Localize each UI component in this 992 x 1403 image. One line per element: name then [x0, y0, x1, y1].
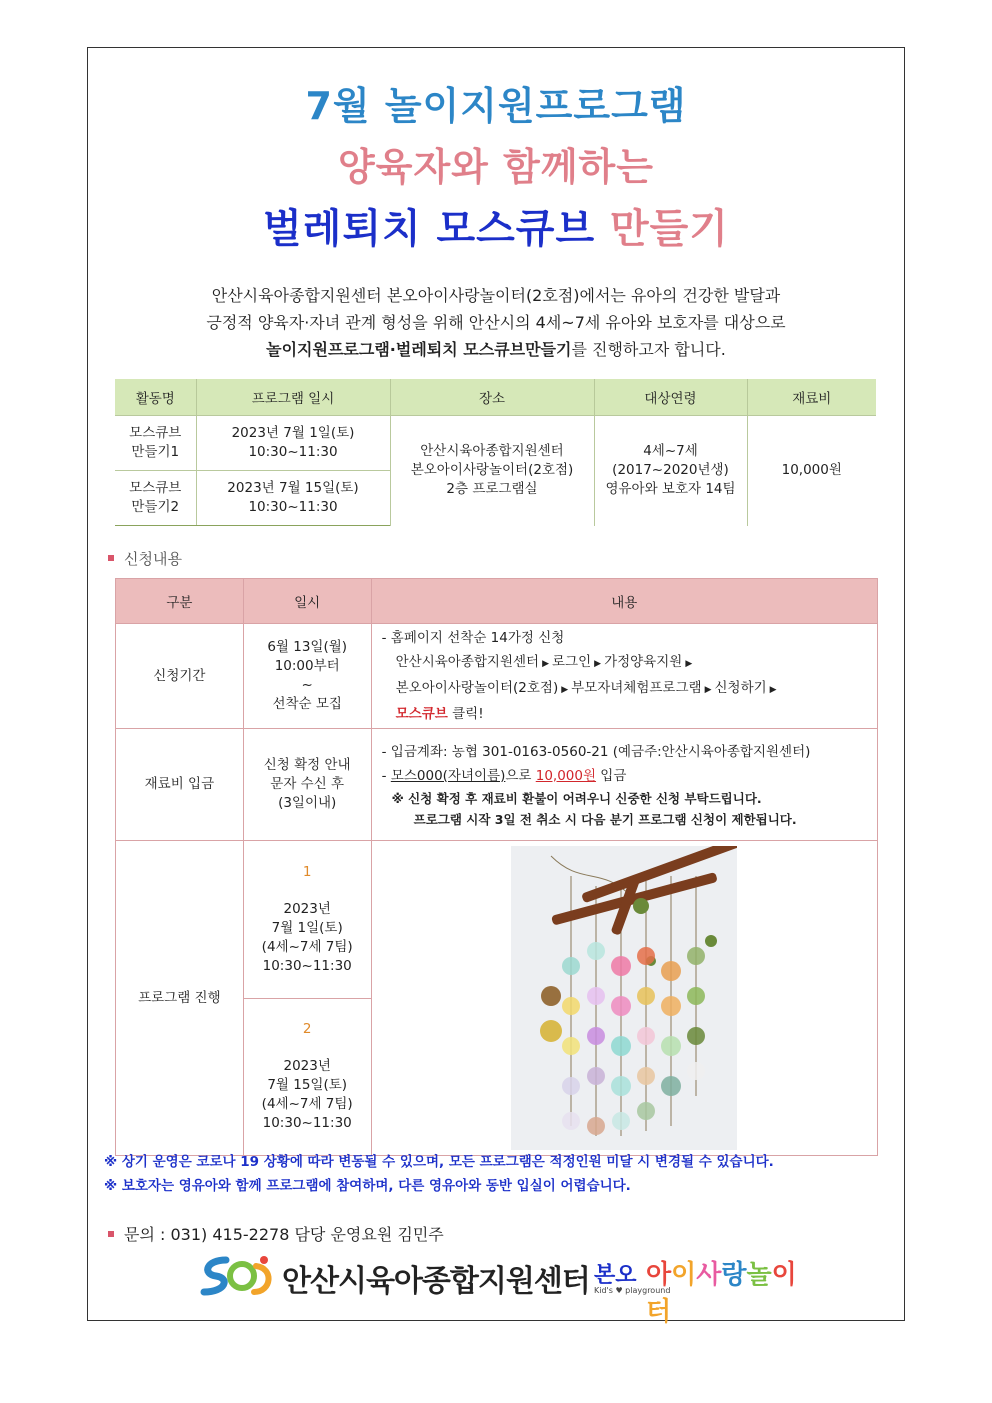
session-2-number: 2	[302, 1021, 312, 1038]
progress-label: 프로그램 진행	[116, 841, 244, 1156]
payment-when	[243, 729, 371, 841]
payment-mid: 으로	[505, 767, 536, 784]
session-1-name-a: 모스큐브	[129, 425, 182, 441]
age-line-1: 4세~7세	[643, 443, 698, 460]
session-1-year: 2023년	[283, 900, 331, 917]
period-when-2: 10:00부터	[274, 658, 340, 674]
info-header-age: 대상연령	[594, 379, 747, 416]
session-1-group: (4세~7세 7팀)	[261, 938, 353, 955]
info-header-row	[115, 379, 876, 416]
click-moss-cube: 모스큐브	[395, 706, 448, 722]
section-title	[108, 548, 182, 569]
section-title-text: 신청내용	[124, 550, 182, 568]
payment-note-1: ※ 신청 확정 후 재료비 환불이 어려우니 신중한 신청 부탁드립니다.	[391, 790, 762, 806]
payment-note-2: 프로그램 시작 3일 전 취소 시 다음 분기 프로그램 신청이 제한됩니다.	[413, 811, 797, 827]
center-name: 안산시육아종합지원센터	[282, 1264, 590, 1299]
triangle-right-icon: ▶	[685, 659, 693, 669]
click-text: 클릭!	[452, 706, 484, 722]
session-1-datetime	[196, 416, 390, 471]
path-program: 부모자녀체험프로그램	[571, 680, 702, 696]
payment-amount: 10,000원	[535, 767, 597, 784]
contact-text: 문의 : 031) 415-2278 담당 운영요원 김민주	[124, 1225, 444, 1244]
triangle-right-icon: ▶	[542, 659, 550, 669]
place-cell	[390, 416, 594, 526]
application-table	[115, 578, 878, 1156]
progress-session-2	[243, 998, 371, 1156]
intro-line-3-rest: 를 진행하고자 합니다.	[571, 340, 726, 359]
period-when-3: ~	[301, 677, 313, 693]
program-info-table	[115, 379, 876, 526]
intro-line-2: 긍정적 양육자·자녀 관계 형성을 위해 안산시의 4세~7세 유아와 보호자를 대상으로	[206, 313, 786, 332]
intro-program-name: 놀이지원프로그램·벌레퇴치 모스큐브만들기	[266, 340, 572, 359]
center-logo-icon	[196, 1252, 276, 1298]
session-1-name-b: 만들기1	[131, 444, 180, 460]
triangle-right-icon: ▶	[769, 685, 777, 695]
payment-account: - 입금계좌: 농협 301-0163-0560-21 (예금주:안산시육아종합지원센터)	[381, 743, 811, 760]
path-home-support: 가정양육지원	[604, 654, 683, 670]
apply-header-row	[116, 579, 878, 624]
footnote-2: ※ 보호자는 영유아와 함께 프로그램에 참여하며, 다른 영유아와 동반 입실이 어렵습니다.	[104, 1178, 631, 1194]
payment-depositor-format: 모스000(자녀이름)	[390, 767, 506, 784]
apply-header-when: 일시	[243, 579, 371, 624]
title-line-3-main: 벌레퇴치 모스큐브	[263, 206, 596, 252]
session-2-date: 2023년 7월 15일(토)	[227, 480, 359, 496]
title-line-3	[0, 197, 992, 254]
period-label: 신청기간	[116, 624, 244, 729]
payment-when-3: (3일이내)	[278, 795, 337, 811]
session-1-number: 1	[302, 863, 312, 880]
path-login: 로그인	[552, 654, 592, 670]
session-1-day: 7월 1일(토)	[271, 919, 343, 936]
playground-sub: Kid's ♥ playground	[594, 1286, 671, 1295]
path-apply: 신청하기	[714, 680, 767, 696]
session-2-hours: 10:30~11:30	[262, 1115, 352, 1132]
payment-label: 재료비 입금	[116, 729, 244, 841]
session-2-datetime	[196, 471, 390, 526]
place-line-1: 안산시육아종합지원센터	[420, 443, 564, 460]
info-header-date: 프로그램 일시	[196, 379, 390, 416]
payment-when-2: 문자 수신 후	[270, 776, 345, 792]
info-header-name: 활동명	[115, 379, 196, 416]
session-1-name	[115, 416, 196, 471]
table-row	[116, 729, 878, 841]
title-line-2: 양육자와 함께하는	[338, 145, 654, 189]
session-1-hours: 10:30~11:30	[262, 957, 352, 974]
age-cell	[594, 416, 747, 526]
session-1-date: 2023년 7월 1일(토)	[231, 425, 355, 441]
triangle-right-icon: ▶	[704, 685, 712, 695]
period-content	[371, 624, 877, 729]
session-2-year: 2023년	[283, 1058, 331, 1075]
intro-text	[100, 282, 892, 363]
period-click	[382, 702, 867, 726]
info-header-fee: 재료비	[747, 379, 876, 416]
table-row	[115, 416, 876, 471]
square-bullet-icon	[108, 555, 114, 561]
payment-end: 입금	[596, 767, 627, 784]
moss-cube-illustration	[511, 846, 737, 1150]
playground-name: 아이사랑놀이터	[646, 1260, 797, 1327]
table-row	[116, 841, 878, 999]
session-2-group: (4세~7세 7팀)	[261, 1096, 353, 1113]
session-2-name-a: 모스큐브	[129, 480, 182, 496]
payment-dash: -	[381, 767, 391, 784]
footnote-1: ※ 상기 운영은 코로나 19 상황에 따라 변동될 수 있으며, 모든 프로그램은 적정인원 미달 시 변경될 수 있습니다.	[104, 1154, 774, 1170]
payment-when-1: 신청 확정 안내	[263, 757, 351, 773]
age-line-3: 영유아와 보호자 14팀	[605, 481, 736, 498]
period-when	[243, 624, 371, 729]
path-center: 안산시육아종합지원센터	[395, 654, 540, 670]
intro-line-1: 안산시육아종합지원센터 본오아이사랑놀이터(2호점)에서는 유아의 건강한 발달과	[211, 286, 781, 305]
footer-logo	[196, 1252, 816, 1327]
table-row	[116, 624, 878, 729]
photo-cell	[371, 841, 877, 1156]
square-bullet-icon	[108, 1231, 114, 1237]
session-2-name	[115, 471, 196, 526]
session-2-time: 10:30~11:30	[248, 499, 338, 515]
age-line-2: (2017~2020년생)	[612, 462, 729, 479]
period-path-1	[382, 650, 867, 676]
triangle-right-icon: ▶	[594, 659, 602, 669]
period-when-1: 6월 13일(월)	[267, 639, 348, 655]
progress-session-1	[243, 841, 371, 999]
payment-amount-line	[382, 764, 867, 788]
period-path-2	[382, 676, 867, 702]
playground-bo: 본오	[594, 1263, 637, 1288]
apply-header-category: 구분	[116, 579, 244, 624]
place-line-3: 2층 프로그램실	[446, 481, 538, 498]
fee-cell: 10,000원	[747, 416, 876, 526]
path-playground: 본오아이사랑놀이터(2호점)	[395, 680, 559, 696]
period-when-4: 선착순 모집	[272, 696, 342, 712]
intro-line-3	[100, 336, 892, 363]
triangle-right-icon: ▶	[561, 685, 569, 695]
session-2-name-b: 만들기2	[131, 499, 180, 515]
title-line-3-pink: 만들기	[610, 206, 729, 252]
moss-cube-photo	[511, 846, 737, 1150]
session-2-day: 7월 15일(토)	[267, 1077, 348, 1094]
period-line-1: - 홈페이지 선착순 14가정 신청	[381, 630, 565, 646]
title-line-1: 7월 놀이지원프로그램	[305, 84, 687, 128]
info-header-place: 장소	[390, 379, 594, 416]
apply-header-content: 내용	[371, 579, 877, 624]
payment-content	[371, 729, 877, 841]
contact-info	[108, 1222, 444, 1245]
place-line-2: 본오아이사랑놀이터(2호점)	[410, 462, 574, 479]
session-1-time: 10:30~11:30	[248, 444, 338, 460]
